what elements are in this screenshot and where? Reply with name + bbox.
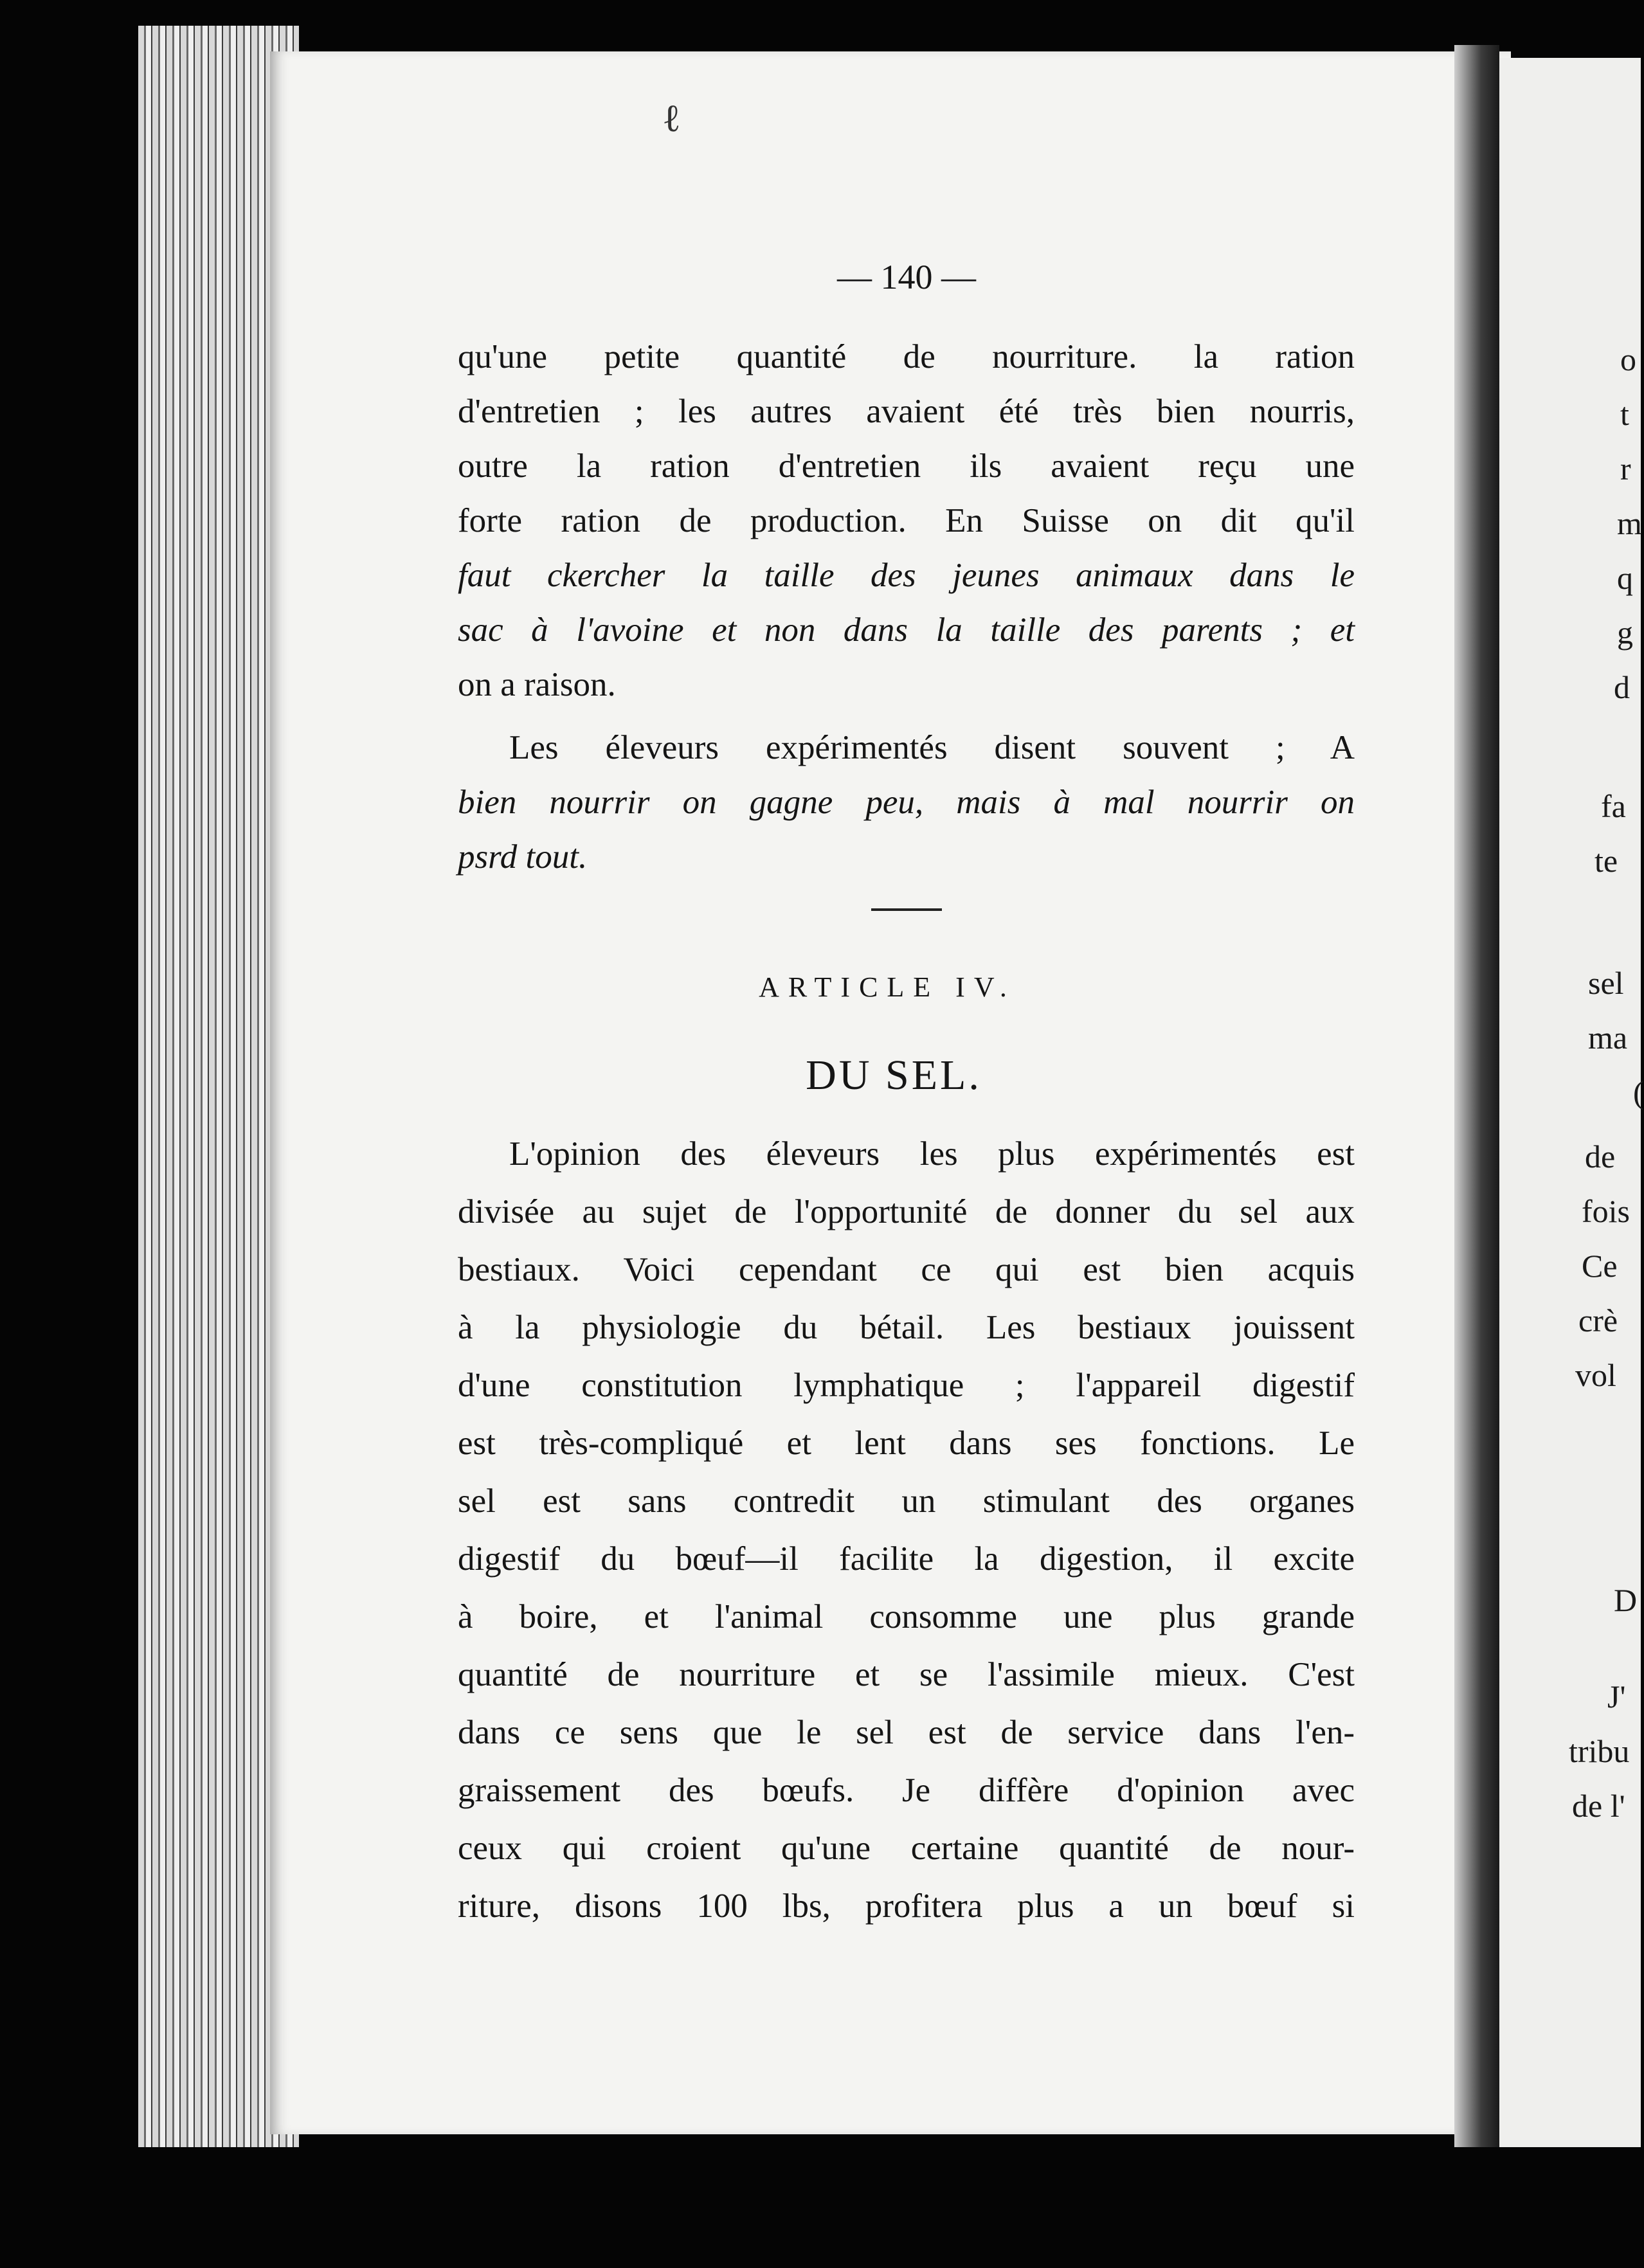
- text-line: graissement des bœufs. Je diffère d'opinion avec: [458, 1772, 1355, 1809]
- facing-page-fragment: q: [1617, 560, 1633, 596]
- article-label: ARTICLE IV.: [759, 971, 1016, 1003]
- facing-page-fragment: D: [1614, 1582, 1638, 1618]
- section-title: DU SEL.: [806, 1052, 982, 1099]
- facing-page-fragment: crè: [1578, 1302, 1618, 1338]
- text-line: à la physiologie du bétail. Les bestiaux jouissent: [458, 1309, 1355, 1346]
- facing-page-fragment: g: [1617, 615, 1633, 651]
- text-line: d'une constitution lymphatique ; l'appareil digestif: [458, 1367, 1355, 1404]
- text-line: qu'une petite quantité de nourriture. la ration: [458, 338, 1355, 375]
- text-line: à boire, et l'animal consomme une plus grande: [458, 1598, 1355, 1635]
- facing-page-fragment: o: [1620, 341, 1636, 377]
- facing-page-fragment: t: [1620, 396, 1629, 432]
- text-line: digestif du bœuf—il facilite la digestion, il excite: [458, 1540, 1355, 1578]
- text-line: est très-compliqué et lent dans ses fonctions. Le: [458, 1425, 1355, 1462]
- text-line: ceux qui croient qu'une certaine quantité de nour-: [458, 1830, 1355, 1867]
- book-gutter: [1454, 45, 1499, 2147]
- text-line: riture, disons 100 lbs, profitera plus a un bœuf si: [458, 1887, 1355, 1925]
- text-line: forte ration de production. En Suisse on dit qu'il: [458, 502, 1355, 539]
- facing-page-fragment: fois: [1582, 1193, 1630, 1229]
- facing-page-fragment: vol: [1575, 1357, 1616, 1393]
- text-line: L'opinion des éleveurs les plus expérimentés est: [509, 1135, 1355, 1173]
- facing-page-fragment: sel: [1588, 965, 1624, 1001]
- page-number: — 140 —: [837, 258, 976, 296]
- facing-page-fragment: fa: [1601, 788, 1626, 824]
- text-line: dans ce sens que le sel est de service dans l'en-: [458, 1714, 1355, 1751]
- facing-page-fragment: de: [1585, 1138, 1616, 1174]
- facing-page-fragment: te: [1594, 843, 1618, 879]
- text-line: psrd tout.: [458, 838, 588, 876]
- text-line: sac à l'avoine et non dans la taille des parents ; et: [458, 611, 1355, 649]
- text-line: Les éleveurs expérimentés disent souvent ; A: [509, 729, 1355, 766]
- facing-page-fragment: J': [1607, 1679, 1626, 1715]
- text-line: bien nourrir on gagne peu, mais à mal nourrir on: [458, 784, 1355, 821]
- text-line: sel est sans contredit un stimulant des organes: [458, 1482, 1355, 1520]
- facing-page-fragment: tribu: [1569, 1733, 1630, 1769]
- facing-page-fragment: (: [1633, 1074, 1644, 1110]
- right-page: [1479, 58, 1641, 2147]
- text-line: bestiaux. Voici cependant ce qui est bien acquis: [458, 1251, 1355, 1288]
- facing-page-fragment: m: [1617, 505, 1642, 541]
- facing-page-fragment: r: [1620, 451, 1631, 487]
- text-line: outre la ration d'entretien ils avaient reçu une: [458, 447, 1355, 485]
- facing-page-fragment: de l': [1572, 1788, 1625, 1824]
- facing-page-fragment: Ce: [1582, 1248, 1618, 1284]
- facing-page-fragment: ma: [1588, 1020, 1628, 1056]
- facing-page-fragment: d: [1614, 669, 1630, 705]
- text-line: on a raison.: [458, 666, 616, 703]
- section-divider: [871, 908, 942, 911]
- text-line: divisée au sujet de l'opportunité de donner du sel aux: [458, 1193, 1355, 1230]
- text-line: faut ckercher la taille des jeunes animaux dans le: [458, 557, 1355, 594]
- text-line: d'entretien ; les autres avaient été très bien nourris,: [458, 393, 1355, 430]
- text-line: quantité de nourriture et se l'assimile mieux. C'est: [458, 1656, 1355, 1693]
- ink-mark: ℓ: [662, 97, 681, 140]
